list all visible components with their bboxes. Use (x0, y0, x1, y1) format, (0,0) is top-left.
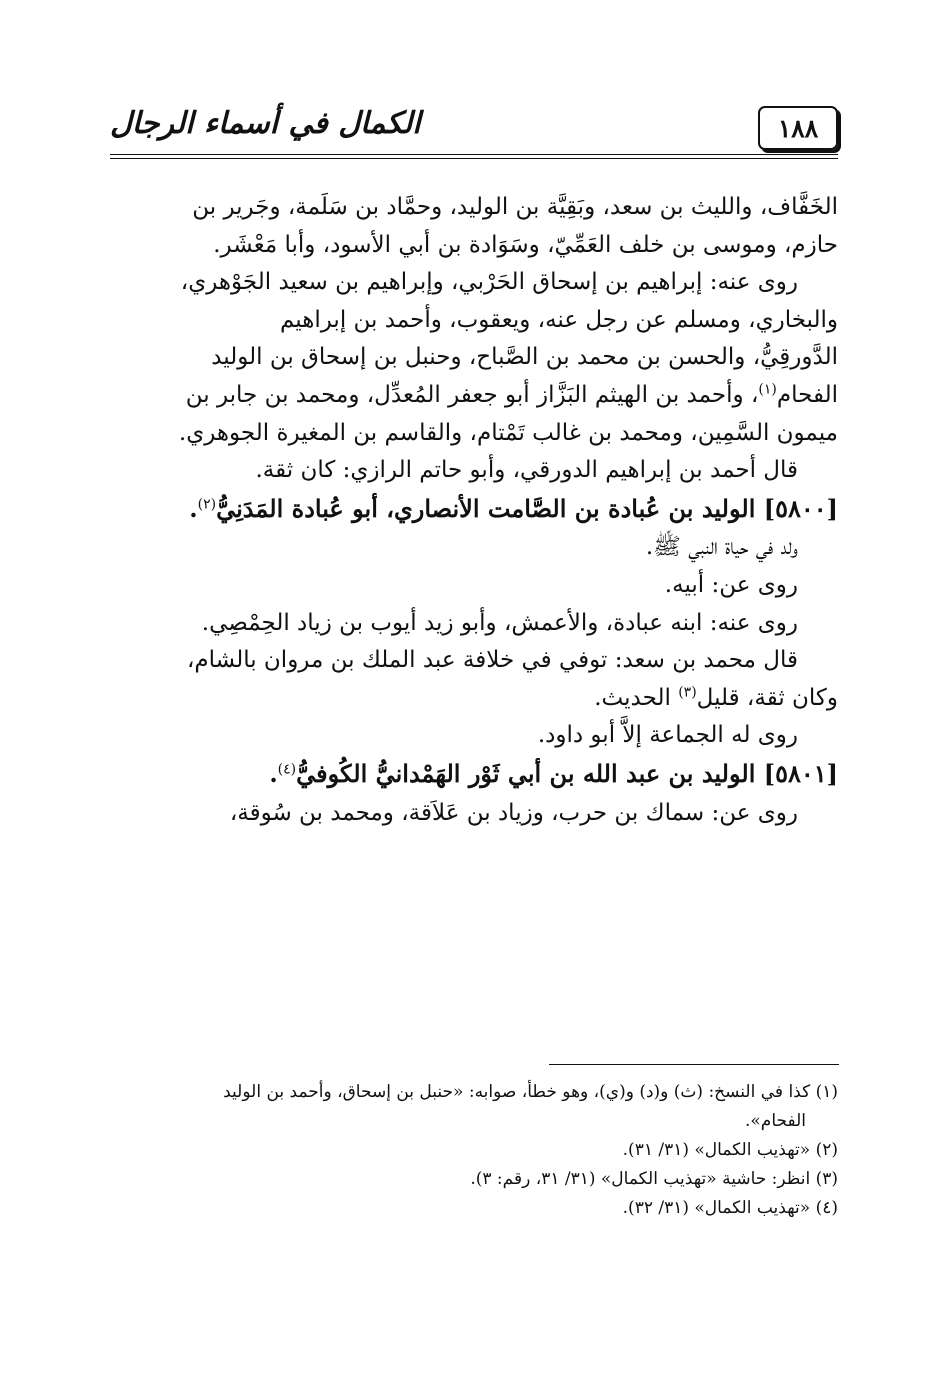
header-rule (110, 154, 838, 155)
note-ref: (٣) (678, 684, 697, 701)
text-line: روى عنه: ابنه عبادة، والأعمش، وأبو زيد أيوب بن زياد الحِمْصِي. (201, 609, 798, 636)
page-number: ١٨٨ (758, 106, 838, 150)
footnote: (١) كذا في النسخ: (ث) و(د) و(ي)، وهو خطأ، صوابه: «حنبل بن إسحاق، وأحمد بن الوليد (223, 1082, 838, 1102)
text-line: قال أحمد بن إبراهيم الدورقي، وأبو حاتم الرازي: كان ثقة. (255, 457, 798, 484)
footnotes (110, 1078, 838, 1223)
text-line: روى عن: أبيه. (664, 571, 798, 598)
header-rule-secondary (110, 158, 838, 159)
text-line: والبخاري، ومسلم عن رجل عنه، ويعقوب، وأحمد بن إبراهيم (279, 306, 838, 333)
footnote: (٢) «تهذيب الكمال» (٣١/ ٣١). (622, 1140, 838, 1160)
text-line: ميمون السَّمِين، ومحمد بن غالب تَمْتام، والقاسم بن المغيرة الجوهري. (178, 419, 838, 446)
main-text (110, 189, 838, 832)
note-ref: (٢) (197, 496, 217, 513)
text-line: ولد في حياة النبي ﷺ. (645, 534, 798, 561)
text-line: روى له الجماعة إلاَّ أبو داود. (537, 722, 798, 749)
text-line: روى عنه: إبراهيم بن إسحاق الحَرْبي، وإبراهيم بن سعيد الجَوْهري، (180, 269, 798, 296)
footnote: (٤) «تهذيب الكمال» (٣١/ ٣٢). (622, 1198, 838, 1218)
entry-heading: [٥٨٠١] الوليد بن عبد الله بن أبي ثَوْر الهَمْدانيُّ الكُوفيُّ$^{(٤)}$. (269, 758, 838, 788)
entry-heading: [٥٨٠٠] الوليد بن عُبادة بن الصَّامت الأنصاري، أبو عُبادة المَدَنِيُّ$^{(٢)}$. (189, 493, 838, 523)
text-line: قال محمد بن سعد: توفي في خلافة عبد الملك بن مروان بالشام، (187, 647, 798, 674)
footnote: (٣) انظر: حاشية «تهذيب الكمال» (٣١/ ٣١، رقم: ٣). (470, 1169, 838, 1189)
page-header (110, 100, 838, 164)
text-line: روى عن: سماك بن حرب، وزياد بن عَلاَقة، ومحمد بن سُوقة، (229, 799, 798, 826)
text-line: الخَفَّاف، والليث بن سعد، وبَقِيَّة بن الوليد، وحمَّاد بن سَلَمة، وجَرير بن (192, 194, 838, 220)
text-line: حازم، وموسى بن خلف العَمِّيّ، وسَوَادة بن أبي الأسود، وأبا مَعْشَر. (213, 231, 838, 258)
note-ref: (٤) (277, 761, 297, 778)
note-ref: (١) (758, 381, 777, 398)
book-title: الكمال في أسماء الرجال (110, 106, 421, 141)
text-line: الفحام$^{(١)}$، وأحمد بن الهيثم البَزَّاز أبو جعفر المُعدِّل، ومحمد بن جابر بن (185, 381, 838, 408)
text-line: الدَّورقِيُّ، والحسن بن محمد بن الصَّباح، وحنبل بن إسحاق بن الوليد (211, 344, 838, 371)
text-line: وكان ثقة، قليل$^{(٣)}$ الحديث. (594, 684, 838, 711)
footnote-continuation: الفحام». (745, 1111, 806, 1131)
footnote-separator (549, 1064, 839, 1065)
